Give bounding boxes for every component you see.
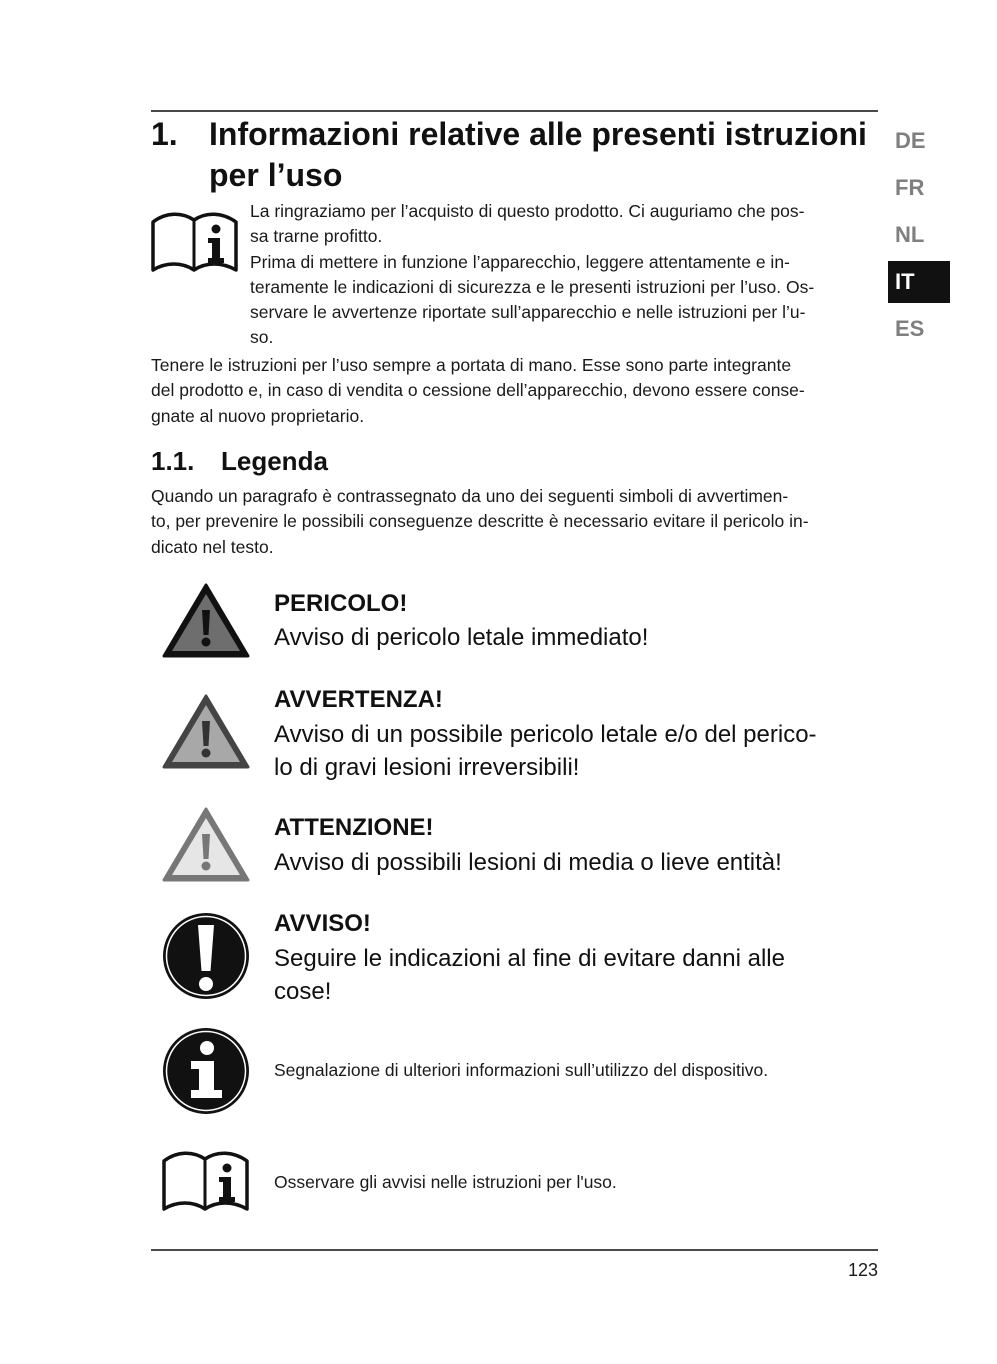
manual-text: Osservare gli avvisi nelle istruzioni per l'uso. [274,1172,617,1192]
exclamation-circle-icon [161,911,251,1001]
section-title-line2: per l’uso [209,157,343,193]
paragraph-line: del prodotto e, in caso di vendita o cessione dell’apparecchio, devono essere conse- [151,380,805,401]
legend-intro-paragraph [151,484,881,560]
warning-title: AVVERTENZA! [274,686,443,713]
keep-instructions-paragraph [151,353,881,429]
warning-triangle-light-icon [161,806,251,884]
danger-title: PERICOLO! [274,590,408,617]
tab-es[interactable]: ES [895,316,925,341]
warning-triangle-dark-icon [161,582,251,660]
caution-title: ATTENZIONE! [274,814,434,841]
intro-line: sa trarne profitto. [250,226,383,247]
paragraph-line: Tenere le istruzioni per l’uso sempre a portata di mano. Esse sono parte integrante [151,355,792,375]
section-number: 1. [151,116,178,152]
book-info-icon [150,208,240,276]
paragraph-line: to, per prevenire le possibili conseguenze descritte è necessario evitare il pericolo in- [151,511,809,532]
danger-text: Avviso di pericolo letale immediato! [274,624,649,651]
info-circle-icon [161,1026,251,1116]
paragraph-line: dicato nel testo. [151,536,274,557]
subsection-number: 1.1. [151,446,195,476]
intro-line: servare le avvertenze riportate sull’apparecchio e nelle istruzioni per l’u- [250,302,806,323]
tab-it[interactable]: IT [888,261,950,303]
tab-nl[interactable]: NL [895,222,925,247]
caution-text: Avviso di possibili lesioni di media o lieve entità! [274,849,782,876]
book-info-icon [161,1147,251,1215]
notice-text-line: Seguire le indicazioni al fine di evitare danni alle [274,945,785,972]
intro-line: La ringraziamo per l’acquisto di questo prodotto. Ci auguriamo che pos- [250,201,805,221]
bottom-rule [151,1249,878,1251]
subsection-heading [151,443,328,479]
subsection-title: Legenda [221,446,328,476]
warning-text [274,718,874,784]
intro-line: teramente le indicazioni di sicurezza e le presenti istruzioni per l’uso. Os- [250,276,815,297]
paragraph-line: Quando un paragrafo è contrassegnato da uno dei seguenti simboli di avvertimen- [151,486,789,506]
warning-text-line: Avviso di un possibile pericolo letale e/o del perico- [274,721,817,748]
notice-text [274,942,874,1008]
notice-text-line: cose! [274,978,332,1005]
info-text: Segnalazione di ulteriori informazioni sull’utilizzo del dispositivo. [274,1060,769,1080]
intro-line: so. [250,327,274,348]
intro-line: Prima di mettere in funzione l’apparecchio, leggere attentamente e in- [250,251,790,272]
intro-text [250,199,880,351]
notice-title: AVVISO! [274,910,371,937]
page-number: 123 [847,1260,878,1280]
warning-triangle-medium-icon [161,693,251,771]
section-title-line1: Informazioni relative alle presenti istruzioni [209,116,867,152]
tab-fr[interactable]: FR [895,175,925,200]
warning-text-line: lo di gravi lesioni irreversibili! [274,754,580,781]
paragraph-line: gnate al nuovo proprietario. [151,405,365,426]
tab-de[interactable]: DE [895,128,926,153]
top-rule [151,110,878,112]
